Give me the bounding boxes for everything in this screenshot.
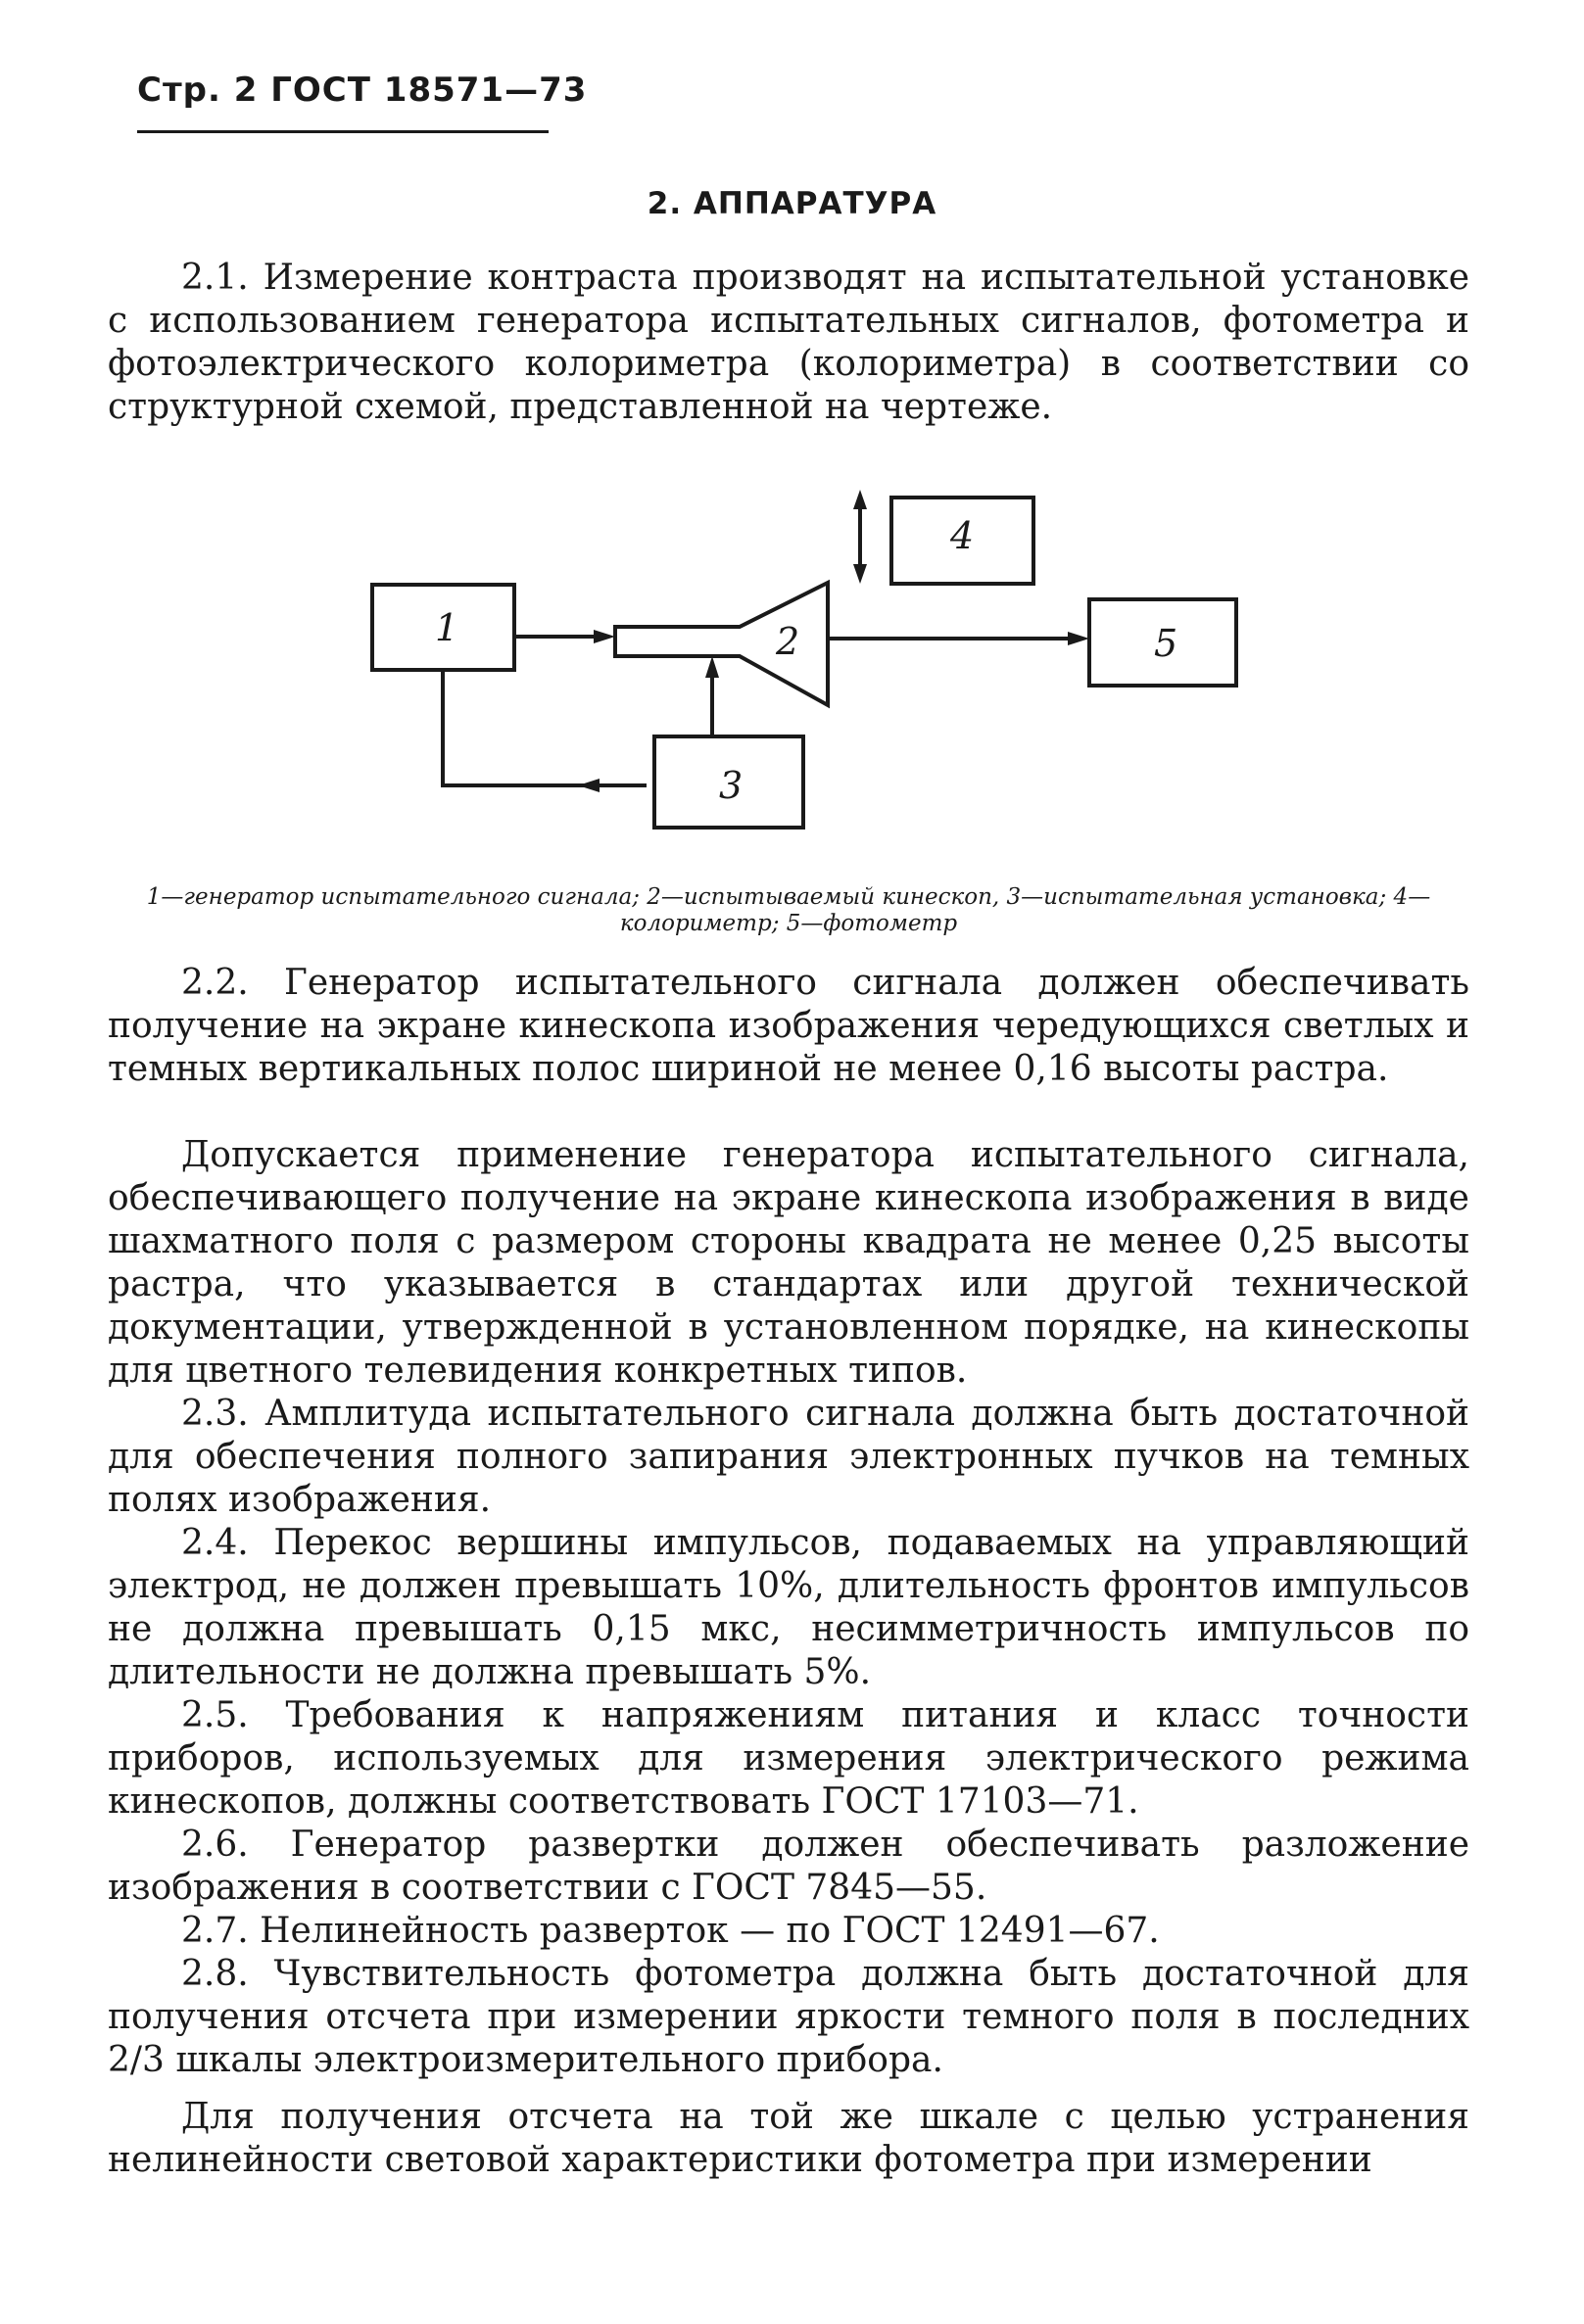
paragraph-2-1: 2.1. Измерение контраста производят на испытательной установке с использованием генератора испытательных сигналов, фотометра и фотоэлектрического колориметра (колориметра) в соответствии со структурной схемой, представленной на чертеже. — [108, 258, 1469, 427]
paragraph-2-8-continued: Для получения отсчета на той же шкале с целью устранения нелинейности световой характеристики фотометра при измерении — [108, 2097, 1469, 2180]
section-title: 2. АППАРАТУРА — [647, 186, 937, 221]
paragraph-2-2-addendum: Допускается применение генератора испытательного сигнала, обеспечивающего получение на экране кинескопа изображения в виде шахматного поля с размером стороны квадрата не менее 0,25 высоты растра, что указывается в стандартах или другой технической документации, утвержденной в установленном порядке, на кинескопы для цветного телевидения конкретных типов. — [108, 1135, 1469, 1391]
label-4: 4 — [950, 514, 975, 557]
page-header: Стр. 2 ГОСТ 18571—73 — [137, 71, 588, 110]
paragraph-2-6: 2.6. Генератор развертки должен обеспечивать разложение изображения в соответствии с ГОСТ 7845—55. — [108, 1825, 1469, 1908]
structural-diagram — [0, 0, 1584, 881]
paragraph-2-5: 2.5. Требования к напряжениям питания и класс точности приборов, используемых для измерения электрического режима кинескопов, должны соответствовать ГОСТ 17103—71. — [108, 1695, 1469, 1822]
label-3: 3 — [719, 764, 744, 807]
paragraph-2-8: 2.8. Чувствительность фотометра должна быть достаточной для получения отсчета при измерении яркости темного поля в последних 2/3 шкалы электроизмерительного прибора. — [108, 1954, 1469, 2080]
line-1-to-3 — [443, 670, 647, 785]
paragraph-2-4: 2.4. Перекос вершины импульсов, подаваемых на управляющий электрод, не должен превышать 10%, длительность фронтов импульсов не должна превышать 0,15 мкс, несимметричность импульсов по длительности не должна превышать 5%. — [108, 1523, 1469, 1692]
paragraph-2-2: 2.2. Генератор испытательного сигнала должен обеспечивать получение на экране кинескопа изображения чередующихся светлых и темных вертикальных полос шириной не менее 0,16 высоты растра. — [108, 963, 1469, 1089]
label-5: 5 — [1154, 622, 1178, 665]
paragraph-2-7: 2.7. Нелинейность разверток — по ГОСТ 12491—67. — [181, 1911, 1160, 1951]
paragraph-2-3: 2.3. Амплитуда испытательного сигнала должна быть достаточной для обеспечения полного запирания электронных пучков на темных полях изображения. — [108, 1394, 1469, 1520]
label-1: 1 — [435, 606, 459, 649]
diagram-caption: 1—генератор испытательного сигнала; 2—испытываемый кинескоп, 3—испытательная установка; 4—колориметр; 5—фотометр — [146, 884, 1431, 936]
label-2: 2 — [776, 620, 800, 663]
